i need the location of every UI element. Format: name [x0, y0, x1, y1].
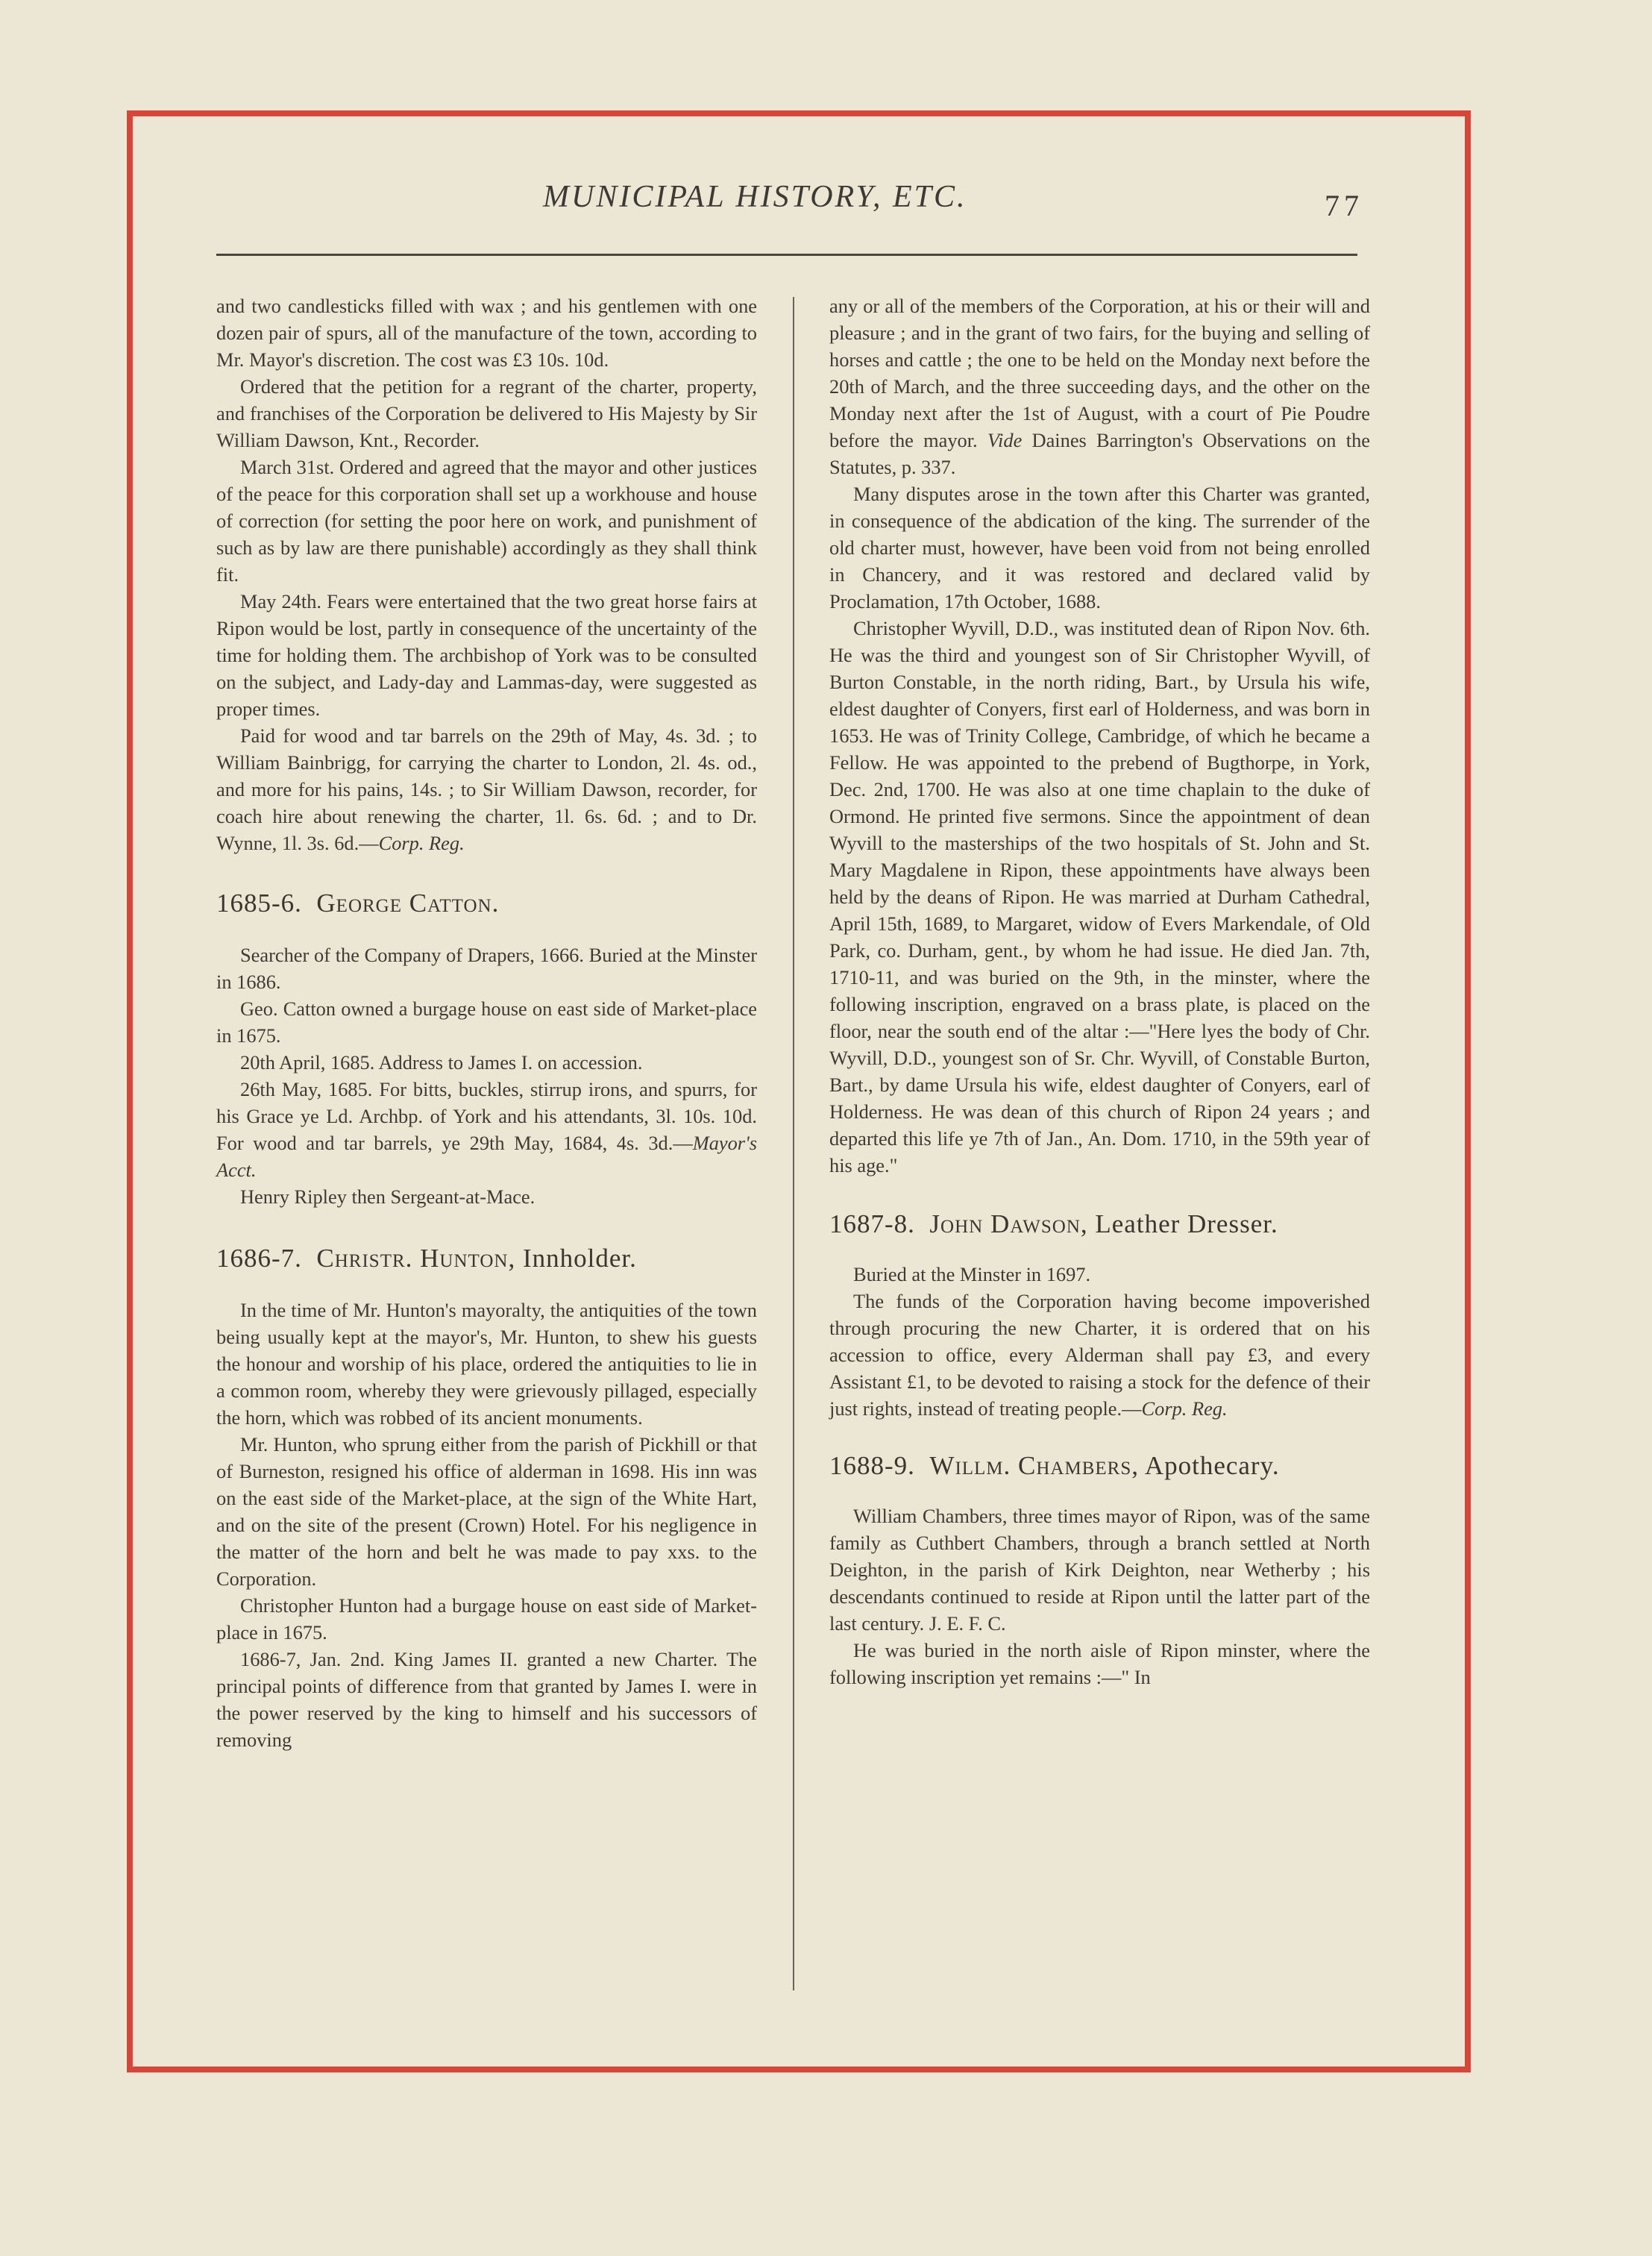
heading-name: Willm. Chambers, — [929, 1451, 1139, 1480]
paragraph: Searcher of the Company of Drapers, 1666. Buried at the Minster in 1686. — [216, 944, 757, 993]
right-column — [829, 292, 1370, 1691]
heading-trade: Apothecary. — [1144, 1451, 1280, 1480]
paragraph — [829, 292, 1370, 480]
paragraph-text: Paid for wood and tar barrels on the 29th of May, 4s. 3d. ; to William Bainbrigg, for carrying the charter to London, 2l. 4s. od., and more for his pains, 14s. ; to Sir William Dawson, recorder, for coach hire about renewing the charter, 1l. 6s. 6d. ; and to Dr. Wynne, 1l. 3s. 6d.— — [216, 724, 757, 854]
paragraph: Mr. Hunton, who sprung either from the parish of Pickhill or that of Burneston, resigned his office of alderman in 1698. His inn was on the east side of the Market-place, at the sign of the White Hart, and on the site of the present (Crown) Hotel. For his negligence in the matter of the horn and belt he was made to pay xxs. to the Corporation. — [216, 1433, 757, 1590]
paragraph: William Chambers, three times mayor of Ripon, was of the same family as Cuthbert Chambers, through a branch settled at North Deighton, in the parish of Kirk Deighton, near Wetherby ; his descendants continued to reside at Ripon until the latter part of the last century. J. E. F. C. — [829, 1505, 1370, 1635]
paragraph-text: Daines Barrington's Observations on the Statutes, p. 337. — [829, 429, 1370, 478]
source-citation: Corp. Reg. — [1141, 1397, 1228, 1420]
header-rule — [216, 254, 1357, 256]
paragraph — [216, 722, 757, 856]
mayor-heading — [829, 1207, 1370, 1241]
paragraph — [216, 1076, 757, 1183]
source-citation: Corp. Reg. — [378, 832, 465, 854]
paragraph: Christopher Wyvill, D.D., was instituted dean of Ripon Nov. 6th. He was the third and youngest son of Sir Christopher Wyvill, of Burton Constable, in the north riding, Bart., by Ursula his wife, eldest daughter of Conyers, first earl of Holderness, and was born in 1653. He was of Trinity College, Cambridge, of which he became a Fellow. He was appointed to the prebend of Bugthorpe, in York, Dec. 2nd, 1700. He was also at one time chaplain to the duke of Ormond. He printed five sermons. Since the appointment of dean Wyvill to the masterships of the two hospitals of St. John and St. Mary Magdalene in Ripon, these appointments have always been held by the deans of Ripon. He was married at Durham Cathedral, April 15th, 1689, to Margaret, widow of Evers Markendale, of Old Park, co. Durham, gent., by whom he had issue. He died Jan. 7th, 1710-11, and was buried on the 9th, in the minster, where the following inscription, engraved on a brass plate, is placed on the floor, near the south end of the altar :—"Here lyes the body of Chr. Wyvill, D.D., youngest son of Sr. Chr. Wyvill, of Constable Burton, Bart., by dame Ursula his wife, eldest daughter of Conyers, earl of Holderness. He was dean of this church of Ripon 24 years ; and departed this life ye 7th of Jan., An. Dom. 1710, in the 59th year of his age." — [829, 617, 1370, 1176]
mayor-heading — [829, 1449, 1370, 1483]
heading-trade: Leather Dresser. — [1095, 1209, 1278, 1238]
paragraph: In the time of Mr. Hunton's mayoralty, the antiquities of the town being usually kept at the mayor's, Mr. Hunton, to shew his guests the honour and worship of his place, ordered the antiquities to lie in a common room, whereby they were grievously pillaged, especially the horn, which was robbed of its ancient monuments. — [216, 1299, 757, 1429]
paragraph: 1686-7, Jan. 2nd. King James II. granted a new Charter. The principal points of difference from that granted by James I. were in the power reserved by the king to himself and his successors of removing — [216, 1648, 757, 1751]
paragraph: Christopher Hunton had a burgage house on east side of Market-place in 1675. — [216, 1594, 757, 1644]
paragraph: March 31st. Ordered and agreed that the mayor and other justices of the peace for this corporation shall set up a workhouse and house of correction (for setting the poor here on work, and punishment of such as by law are there punishable) accordingly as they shall think fit. — [216, 456, 757, 586]
mayor-heading — [216, 1241, 757, 1276]
italic-word: Vide — [987, 429, 1023, 451]
heading-year: 1686-7. — [216, 1244, 302, 1273]
paragraph-text: any or all of the members of the Corporation, at his or their will and pleasure ; and in the grant of two fairs, for the buying and selling of horses and cattle ; the one to be held on the Monday next before the 20th of March, and the three succeeding days, and the other on the Monday next after the 1st of August, with a court of Pie Poudre before the mayor. — [829, 295, 1370, 451]
page-number: 77 — [1325, 189, 1363, 222]
mayor-heading — [216, 886, 757, 921]
heading-name: Christr. Hunton, — [316, 1244, 516, 1273]
left-column — [216, 292, 757, 1753]
paragraph: and two candlesticks filled with wax ; and his gentlemen with one dozen pair of spurs, all of the manufacture of the town, according to Mr. Mayor's discretion. The cost was £3 10s. 10d. — [216, 295, 757, 371]
heading-year: 1687-8. — [829, 1209, 915, 1238]
paragraph: Ordered that the petition for a regrant of the charter, property, and franchises of the Corporation be delivered to His Majesty by Sir William Dawson, Knt., Recorder. — [216, 375, 757, 451]
heading-name: John Dawson, — [929, 1209, 1088, 1238]
paragraph: He was buried in the north aisle of Ripon minster, where the following inscription yet remains :—" In — [829, 1639, 1370, 1688]
source-citation: Mayor's Acct. — [216, 1132, 757, 1181]
column-divider — [793, 297, 794, 1990]
paragraph: Henry Ripley then Sergeant-at-Mace. — [240, 1185, 536, 1208]
paragraph: Buried at the Minster in 1697. — [853, 1263, 1091, 1285]
paragraph-text: The funds of the Corporation having become impoverished through procuring the new Charter, it is ordered that on his accession to office, every Alderman shall pay £3, and every Assistant £1, to be devoted to raising a stock for the defence of their just rights, instead of treating people.— — [829, 1290, 1370, 1420]
heading-year: 1688-9. — [829, 1451, 915, 1480]
paragraph: Many disputes arose in the town after this Charter was granted, in consequence of the abdication of the king. The surrender of the old charter must, however, have been void from not being enrolled in Chancery, and it was restored and declared valid by Proclamation, 17th October, 1688. — [829, 483, 1370, 612]
paragraph-text: 26th May, 1685. For bitts, buckles, stirrup irons, and spurrs, for his Grace ye Ld. Archbp. of York and his attendants, 3l. 10s. 10d. For wood and tar barrels, ye 29th May, 1684, 4s. 3d.— — [216, 1078, 757, 1154]
paragraph: 20th April, 1685. Address to James I. on accession. — [240, 1051, 643, 1074]
heading-year: 1685-6. — [216, 889, 302, 918]
paragraph: Geo. Catton owned a burgage house on east side of Market-place in 1675. — [216, 997, 757, 1047]
heading-trade: Innholder. — [522, 1244, 637, 1273]
paragraph — [829, 1288, 1370, 1422]
running-title: MUNICIPAL HISTORY, ETC. — [543, 180, 967, 214]
heading-name: George Catton. — [316, 889, 500, 918]
paragraph: May 24th. Fears were entertained that the two great horse fairs at Ripon would be lost, partly in consequence of the uncertainty of the time for holding them. The archbishop of York was to be consulted on the subject, and Lady-day and Lammas-day, were suggested as proper times. — [216, 590, 757, 720]
